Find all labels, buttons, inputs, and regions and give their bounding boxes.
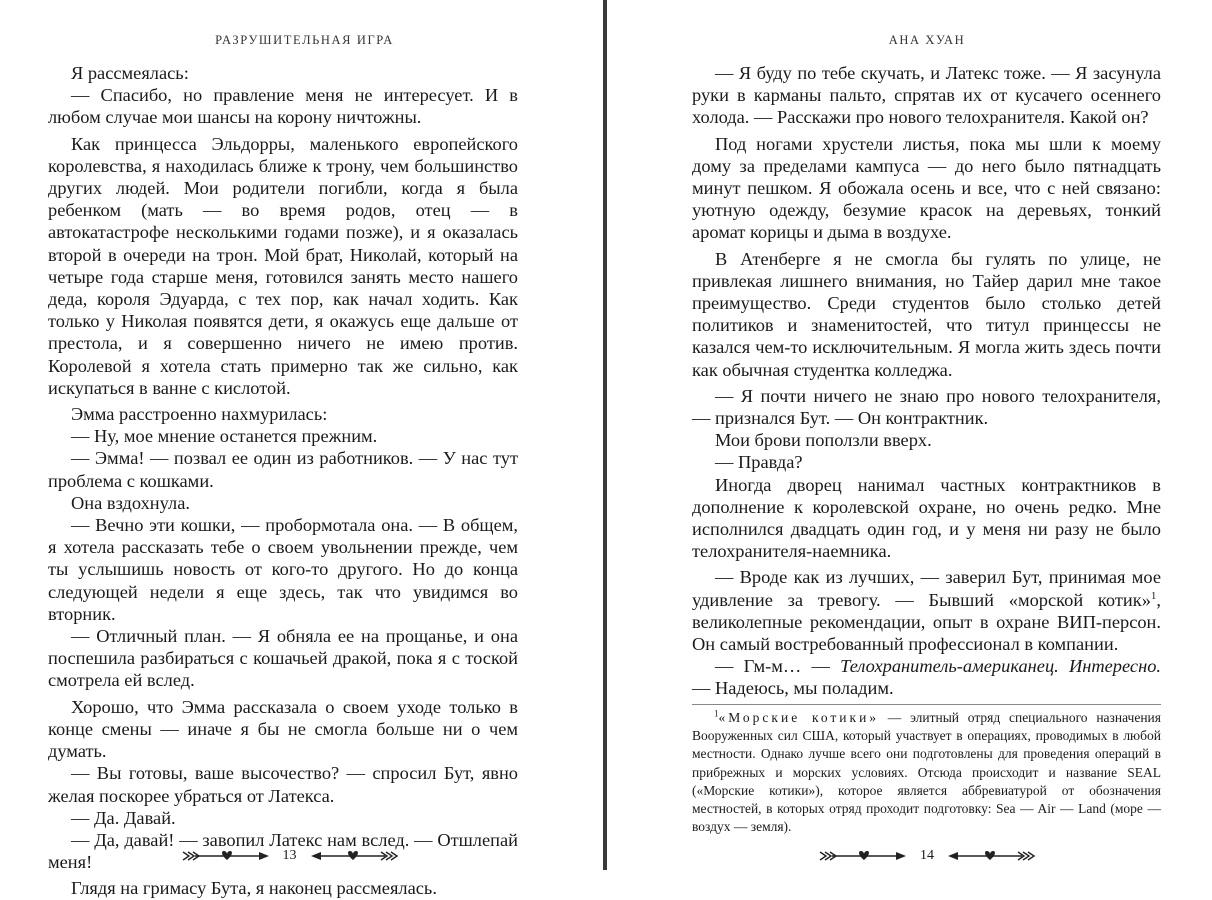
- paragraph: [692, 566, 1161, 655]
- left-running-head: РАЗРУШИТЕЛЬНАЯ ИГРА: [215, 33, 394, 47]
- paragraph: — Вечно эти кошки, — пробормотала она. — В общем, я хотела рассказать тебе о своем увольнении прежде, чем ты услышишь новость от кого-то другого. Но до конца следующей недели я еще здесь, так что увидимся во вторник.: [48, 515, 518, 624]
- paragraph: — Да, давай! — завопил Латекс нам вслед. — Отшлепай меня!: [48, 829, 518, 873]
- paragraph-text: — Вроде как из лучших, — заверил Бут, принимая мое удивление за тревогу. — Бывший «морской котик»: [692, 567, 1161, 610]
- paragraph: Хорошо, что Эмма рассказала о своем уходе только в конце смены — иначе я бы не смогла больше ни о чем думать.: [48, 696, 518, 762]
- paragraph: — Спасибо, но правление меня не интересует. И в любом случае мои шансы на корону ничтожны.: [48, 85, 518, 128]
- paragraph: В Атенберге я не смогла бы гулять по улице, не привлекая лишнего внимания, но Тайер дарил мне такое преимущество. Среди студентов было столько детей политиков и знаменитостей, что титул принцессы не казался чем-то исключительным. Я могла жить здесь почти как обычная студентка колледжа.: [692, 248, 1161, 380]
- paragraph: — Я буду по тебе скучать, и Латекс тоже. — Я засунула руки в карманы пальто, спрятав их от кусачего осеннего холода. — Расскажи про нового телохранителя. Какой он?: [692, 63, 1161, 128]
- footnote-marker: 1: [714, 708, 719, 719]
- paragraph-text: , великолепные рекомендации, опыт в охране ВИП-персон. Он самый востребованный профессионал в компании.: [692, 589, 1161, 655]
- paragraph-text: — Гм-м… —: [715, 656, 841, 677]
- paragraph: Как принцесса Эльдорры, маленького европейского королевства, я находилась ближе к трону, чем большинство других людей. Мои родители погибли, когда я была ребенком (мать — во время родов, отец — в автокатастрофе несколькими годами позже), и я оказалась второй в очереди на трон. Мой брат, Николай, который на четыре года старше меня, готовился занять место нашего деда, короля Эдуарда, с тех пор, как начал ходить. Как только у Николая появятся дети, я окажусь еще дальше от престола, и я совершенно ничего не имею против. Королевой я хотела стать примерно так же сильно, как искупаться в ванне с кислотой.: [48, 133, 518, 398]
- footnote-text: — элитный отряд специального назначения Вооруженных сил США, который участвует в операциях, проводимых в любой местности. Однако лучше всего они подготовлены для проведения операций в прибрежных и морских условиях. Отсюда происходит и название SEAL («Морские котики»), которое является аббревиатурой от обозначения местностей, в которых отряд проходит подготовку: Sea — Air — Land (море — воздух — земля).: [692, 710, 1161, 835]
- paragraph: — Вы готовы, ваше высочество? — спросил Бут, явно желая поскорее убраться от Латекса.: [48, 763, 518, 806]
- left-page-body: [48, 62, 518, 900]
- right-page-body: [692, 62, 1161, 700]
- paragraph: Она вздохнула.: [71, 492, 190, 513]
- paragraph: — Ну, мое мнение останется прежним.: [71, 426, 378, 447]
- book-gutter: [603, 0, 607, 870]
- paragraph: Под ногами хрустели листья, пока мы шли к моему дому за пределами кампуса — до него было пятнадцать минут пешком. Я обожала осень и все, что с ней связано: уютную одежду, безумие красок на деревьях, тонкий аромат корицы и дыма в воздухе.: [692, 133, 1161, 243]
- paragraph: Я рассмеялась:: [71, 63, 189, 83]
- paragraph: Мои брови поползли вверх.: [715, 430, 932, 451]
- right-running-head: АНА ХУАН: [888, 33, 966, 47]
- arrow-heart-ornament-icon: [181, 848, 273, 864]
- paragraph: — Отличный план. — Я обняла ее на прощанье, и она поспешила разбираться с кошачьей дракой, пока я с тоской смотрела ей вслед.: [48, 626, 518, 691]
- arrow-heart-ornament-icon: [307, 848, 399, 864]
- paragraph: [692, 655, 1161, 699]
- paragraph: — Я почти ничего не знаю про нового телохранителя, — признался Бут. — Он контрактник.: [692, 385, 1161, 429]
- footnote-block: [692, 704, 1161, 836]
- footnote: [692, 709, 1161, 836]
- footnote-term: «Морские котики»: [718, 710, 880, 725]
- page-number: 13: [282, 848, 297, 863]
- paragraph: Глядя на гримасу Бута, я наконец рассмеялась.: [71, 878, 437, 899]
- paragraph: — Правда?: [715, 452, 803, 473]
- paragraph: Иногда дворец нанимал частных контрактников в дополнение к королевской охране, но очень редко. Мне исполнился двадцать один год, и у меня ни разу не было телохранителя-наемника.: [692, 474, 1161, 562]
- paragraph: Эмма расстроенно нахмурилась:: [71, 404, 328, 425]
- arrow-heart-ornament-icon: [944, 848, 1036, 864]
- paragraph: — Да. Давай.: [71, 807, 176, 828]
- right-page: [608, 0, 1212, 870]
- paragraph: — Эмма! — позвал ее один из работников. — У нас тут проблема с кошками.: [48, 448, 518, 491]
- right-folio: [692, 848, 1162, 864]
- page-number: 14: [920, 848, 934, 863]
- italic-thought: Телохранитель-американец. Интересно.: [840, 656, 1161, 677]
- left-folio: [48, 848, 531, 864]
- footnote-reference[interactable]: 1: [1150, 589, 1157, 602]
- paragraph-text: — Надеюсь, мы поладим.: [692, 678, 894, 699]
- arrow-heart-ornament-icon: [818, 848, 910, 864]
- left-page: [0, 0, 603, 899]
